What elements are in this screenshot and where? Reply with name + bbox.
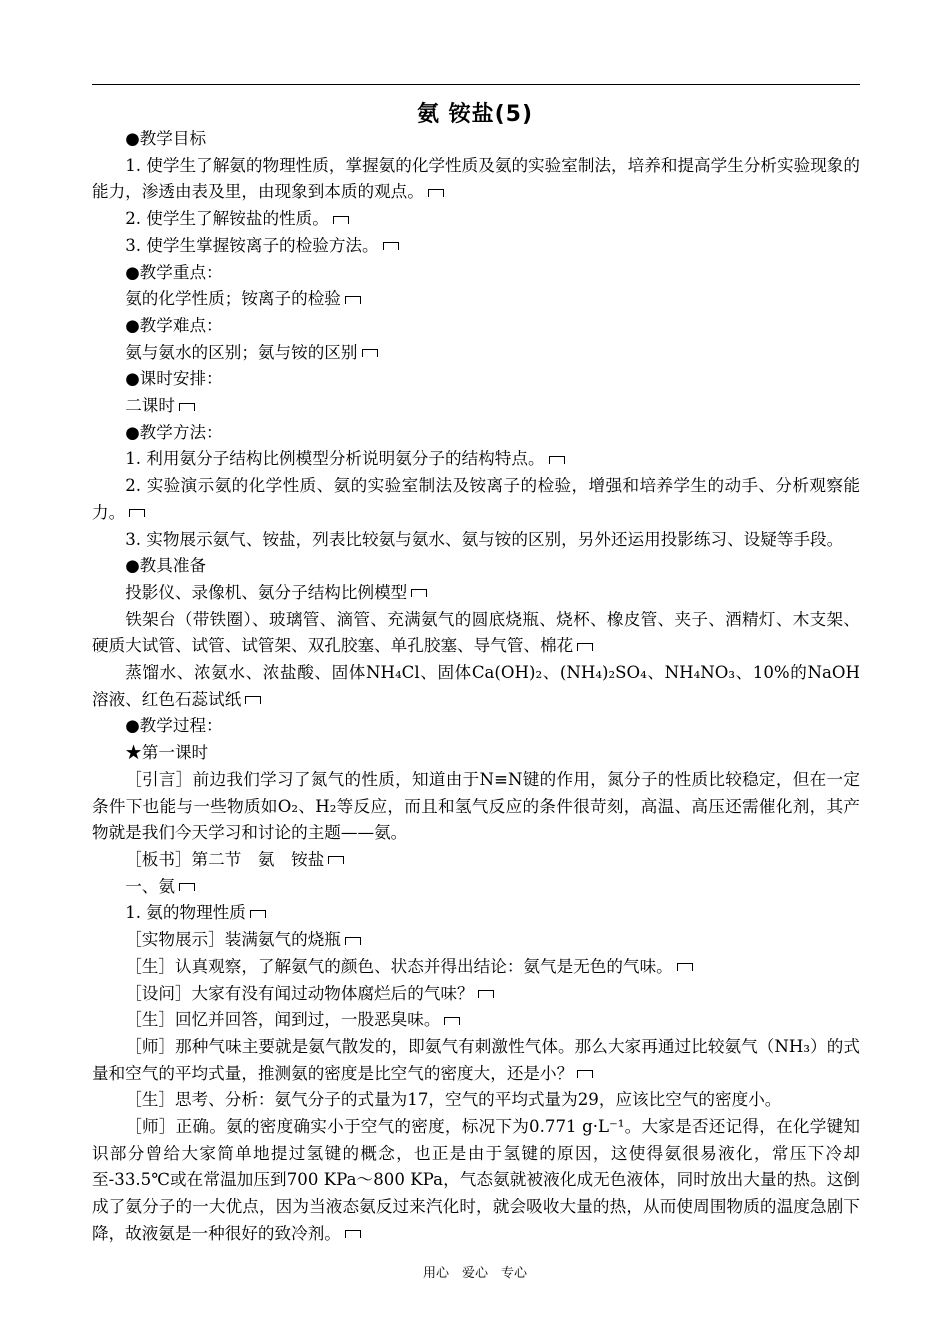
paragraph-text: ●教学目标: [125, 129, 207, 148]
paragraph-text: ［实物展示］装满氨气的烧瓶: [125, 930, 341, 950]
paragraph-text: ［生］回忆并回答，闻到过，一股恶臭味。: [125, 1010, 441, 1030]
paragraph-return-icon: [245, 696, 261, 704]
paragraph-text: 3. 实物展示氨气、铵盐，列表比较氨与氨水、氨与铵的区别，另外还运用投影练习、设疑等手段。: [125, 529, 844, 549]
paragraph: [92, 393, 860, 420]
paragraph-text: ●教学方法：: [125, 422, 223, 442]
paragraph: [92, 927, 860, 954]
paragraph-text: ［板书］第二节 氨 铵盐: [125, 849, 325, 869]
paragraph: [92, 126, 860, 153]
paragraph-text: 投影仪、录像机、氨分子结构比例模型: [125, 582, 408, 602]
paragraph-text: ●课时安排：: [125, 369, 223, 389]
paragraph-text: ［师］正确。氨的密度确实小于空气的密度，标况下为0.771 g·L⁻¹。大家是否还记得，在化学键知识部分曾给大家简单地提过氢键的概念，也正是由于氢键的原因，这使得氨很易液化，常压下冷却至-33.5℃或在常温加压到700 KPa～800 KPa，气态氨就被液化成无色液体，同时放出大量的热。这倒成了氨分子的一大优点，因为当液态氨反过来汽化时，就会吸收大量的热，从而使周围物质的温度急剧下降，故液氨是一种很好的致冷剂。: [92, 1117, 860, 1243]
paragraph: [92, 446, 860, 473]
paragraph-return-icon: [179, 883, 195, 891]
paragraph-return-icon: [129, 509, 145, 517]
paragraph-return-icon: [411, 589, 427, 597]
paragraph-return-icon: [677, 963, 693, 971]
paragraph: [92, 153, 860, 206]
paragraph-text: 二课时: [125, 396, 175, 416]
paragraph-return-icon: [345, 937, 361, 945]
paragraph-text: 1. 氨的物理性质: [125, 903, 246, 923]
paragraph-return-icon: [478, 990, 494, 998]
paragraph-return-icon: [179, 403, 195, 411]
paragraph: [92, 473, 860, 526]
paragraph-text: 铁架台（带铁圈）、玻璃管、滴管、充满氨气的圆底烧瓶、烧杯、橡皮管、夹子、酒精灯、木支架、硬质大试管、试管、试管架、双孔胶塞、单孔胶塞、导气管、棉花: [92, 609, 860, 656]
paragraph-text: ●教学难点：: [125, 315, 223, 335]
paragraph: [92, 874, 860, 901]
paragraph-return-icon: [345, 296, 361, 304]
paragraph-text: ★第一课时: [125, 743, 209, 763]
paragraph-text: 1. 使学生了解氨的物理性质，掌握氨的化学性质及氨的实验室制法，培养和提高学生分析实验现象的能力，渗透由表及里，由现象到本质的观点。: [92, 155, 860, 202]
paragraph: [92, 1114, 860, 1248]
paragraph-return-icon: [328, 856, 344, 864]
paragraph-text: ［引言］前边我们学习了氮气的性质，知道由于N≡N键的作用，氮分子的性质比较稳定，但在一定条件下也能与一些物质如O₂、H₂等反应，而且和氢气反应的条件很苛刻，高温、高压还需催化剂，其产物就是我们今天学习和讨论的主题——氨。: [92, 769, 860, 843]
paragraph-text: ［生］认真观察，了解氨气的颜色、状态并得出结论：氨气是无色的气味。: [125, 956, 673, 976]
paragraph: [92, 580, 860, 607]
paragraph-text: 1. 利用氨分子结构比例模型分析说明氨分子的结构特点。: [125, 449, 545, 469]
paragraph: [92, 286, 860, 313]
paragraph-return-icon: [345, 1230, 361, 1238]
paragraph: [92, 206, 860, 233]
paragraph: [92, 713, 860, 740]
paragraph: [92, 233, 860, 260]
paragraph: [92, 767, 860, 847]
paragraph-text: 氨与氨水的区别；氨与铵的区别: [125, 342, 358, 362]
paragraph-text: 2. 使学生了解铵盐的性质。: [125, 209, 329, 229]
paragraph: [92, 366, 860, 393]
paragraph: [92, 847, 860, 874]
paragraph-text: ［生］思考、分析：氨气分子的式量为17，空气的平均式量为29，应该比空气的密度小。: [125, 1090, 782, 1110]
document-body: [92, 126, 860, 1248]
paragraph: [92, 553, 860, 580]
paragraph-return-icon: [428, 189, 444, 197]
paragraph: [92, 527, 860, 554]
paragraph-return-icon: [383, 242, 399, 250]
paragraph-text: ●教学重点：: [125, 262, 223, 282]
paragraph-text: ［师］那种气味主要就是氨气散发的，即氨气有刺激性气体。那么大家再通过比较氨气（NH₃）的式量和空气的平均式量，推测氨的密度是比空气的密度大，还是小？: [92, 1036, 860, 1083]
paragraph-return-icon: [577, 643, 593, 651]
paragraph-return-icon: [549, 456, 565, 464]
paragraph-text: 蒸馏水、浓氨水、浓盐酸、固体NH₄Cl、固体Ca(OH)₂、(NH₄)₂SO₄、NH₄NO₃、10%的NaOH溶液、红色石蕊试纸: [92, 663, 860, 709]
paragraph-text: 一、氨: [125, 876, 175, 896]
paragraph-return-icon: [333, 216, 349, 224]
paragraph: [92, 260, 860, 287]
paragraph: [92, 900, 860, 927]
paragraph: [92, 1087, 860, 1114]
paragraph: [92, 981, 860, 1008]
paragraph-return-icon: [250, 910, 266, 918]
paragraph: [92, 1034, 860, 1087]
paragraph: [92, 420, 860, 447]
paragraph: [92, 607, 860, 660]
paragraph-text: 2. 实验演示氨的化学性质、氨的实验室制法及铵离子的检验，增强和培养学生的动手、分析观察能力。: [92, 476, 860, 522]
paragraph: [92, 313, 860, 340]
paragraph: [92, 660, 860, 713]
paragraph-text: ●教学过程：: [125, 716, 223, 736]
paragraph: [92, 340, 860, 367]
paragraph-return-icon: [362, 349, 378, 357]
paragraph-text: 氨的化学性质；铵离子的检验: [125, 289, 341, 309]
page-title: 氨 铵盐(5): [416, 102, 534, 127]
paragraph-text: 3. 使学生掌握铵离子的检验方法。: [125, 235, 379, 255]
header-rule: [92, 84, 860, 85]
paragraph: [92, 1007, 860, 1034]
paragraph-return-icon: [577, 1070, 593, 1078]
paragraph-return-icon: [444, 1017, 460, 1025]
paragraph-text: ［设问］大家有没有闻过动物体腐烂后的气味？: [125, 983, 474, 1003]
paragraph-text: ●教具准备: [125, 556, 207, 576]
page-footer: 用心 爱心 专心: [422, 1266, 527, 1281]
paragraph: [92, 954, 860, 981]
paragraph: [92, 740, 860, 767]
